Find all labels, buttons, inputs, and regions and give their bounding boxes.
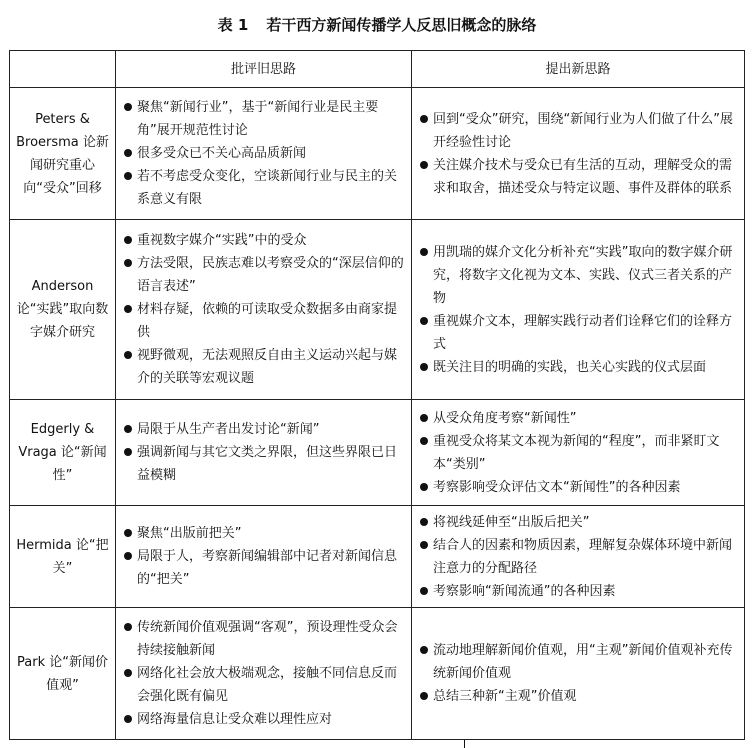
list-item: 结合人的因素和物质因素，理解复杂媒体环境中新闻注意力的分配路径 [418, 534, 738, 580]
list-item: 方法受限，民族志难以考察受众的“深层信仰的语言表述” [122, 252, 405, 298]
list-item: 既关注目的明确的实践，也关心实践的仪式层面 [418, 356, 738, 379]
header-row [10, 51, 745, 88]
list-item: 关注媒介技术与受众已有生活的互动，理解受众的需求和取舍，描述受众与特定议题、事件及群体的联系 [418, 154, 738, 200]
header-proposal: 提出新思路 [412, 51, 745, 88]
list-item: 聚焦“出版前把关” [122, 522, 405, 545]
table-row [10, 608, 745, 740]
row-author: Peters & Broersma 论新闻研究重心向“受众”回移 [10, 88, 116, 220]
row-critique [116, 608, 412, 740]
row-critique [116, 220, 412, 400]
row-proposal [412, 506, 745, 608]
list-item: 网络化社会放大极端观念，接触不同信息反而会强化既有偏见 [122, 662, 405, 708]
row-critique [116, 400, 412, 506]
table-title [0, 14, 754, 36]
list-item: 重视受众将某文本视为新闻的“程度”，而非紧盯文本“类别” [418, 430, 738, 476]
list-item: 视野微观，无法观照反自由主义运动兴起与媒介的关联等宏观议题 [122, 344, 405, 390]
list-item: 总结三种新“主观”价值观 [418, 685, 738, 708]
row-proposal [412, 400, 745, 506]
list-item: 强调新闻与其它文类之界限，但这些界限已日益模糊 [122, 441, 405, 487]
row-author: Edgerly & Vraga 论“新闻性” [10, 400, 116, 506]
list-item: 若不考虑受众变化，空谈新闻行业与民主的关系意义有限 [122, 165, 405, 211]
list-item: 局限于从生产者出发讨论“新闻” [122, 418, 405, 441]
table-body [10, 88, 745, 740]
table-row [10, 88, 745, 220]
table-caption: 若干西方新闻传播学人反思旧概念的脉络 [266, 16, 537, 34]
header-author [10, 51, 116, 88]
list-item: 重视数字媒介“实践”中的受众 [122, 229, 405, 252]
table-row [10, 400, 745, 506]
list-item: 从受众角度考察“新闻性” [418, 407, 738, 430]
list-item: 重视媒介文本，理解实践行动者们诠释它们的诠释方式 [418, 310, 738, 356]
row-author: Park 论“新闻价值观” [10, 608, 116, 740]
list-item: 考察影响“新闻流通”的各种因素 [418, 580, 738, 603]
list-item: 聚焦“新闻行业”，基于“新闻行业是民主要角”展开规范性讨论 [122, 96, 405, 142]
table-row [10, 506, 745, 608]
row-proposal [412, 88, 745, 220]
table-row [10, 220, 745, 400]
list-item: 材料存疑，依赖的可读取受众数据多由商家提供 [122, 298, 405, 344]
list-item: 流动地理解新闻价值观，用“主观”新闻价值观补充传统新闻价值观 [418, 639, 738, 685]
page-edge-mark [464, 740, 465, 748]
list-item: 回到“受众”研究，围绕“新闻行业为人们做了什么”展开经验性讨论 [418, 108, 738, 154]
table-number: 表 1 [217, 16, 249, 34]
row-author: Hermida 论“把关” [10, 506, 116, 608]
list-item: 很多受众已不关心高品质新闻 [122, 142, 405, 165]
comparison-table [9, 50, 745, 740]
header-critique: 批评旧思路 [116, 51, 412, 88]
list-item: 将视线延伸至“出版后把关” [418, 511, 738, 534]
row-proposal [412, 608, 745, 740]
row-proposal [412, 220, 745, 400]
list-item: 考察影响受众评估文本“新闻性”的各种因素 [418, 476, 738, 499]
row-author: Anderson 论“实践”取向数字媒介研究 [10, 220, 116, 400]
list-item: 局限于人，考察新闻编辑部中记者对新闻信息的“把关” [122, 545, 405, 591]
row-critique [116, 506, 412, 608]
row-critique [116, 88, 412, 220]
list-item: 用凯瑞的媒介文化分析补充“实践”取向的数字媒介研究，将数字文化视为文本、实践、仪式三者关系的产物 [418, 241, 738, 310]
list-item: 网络海量信息让受众难以理性应对 [122, 708, 405, 731]
list-item: 传统新闻价值观强调“客观”，预设理性受众会持续接触新闻 [122, 616, 405, 662]
